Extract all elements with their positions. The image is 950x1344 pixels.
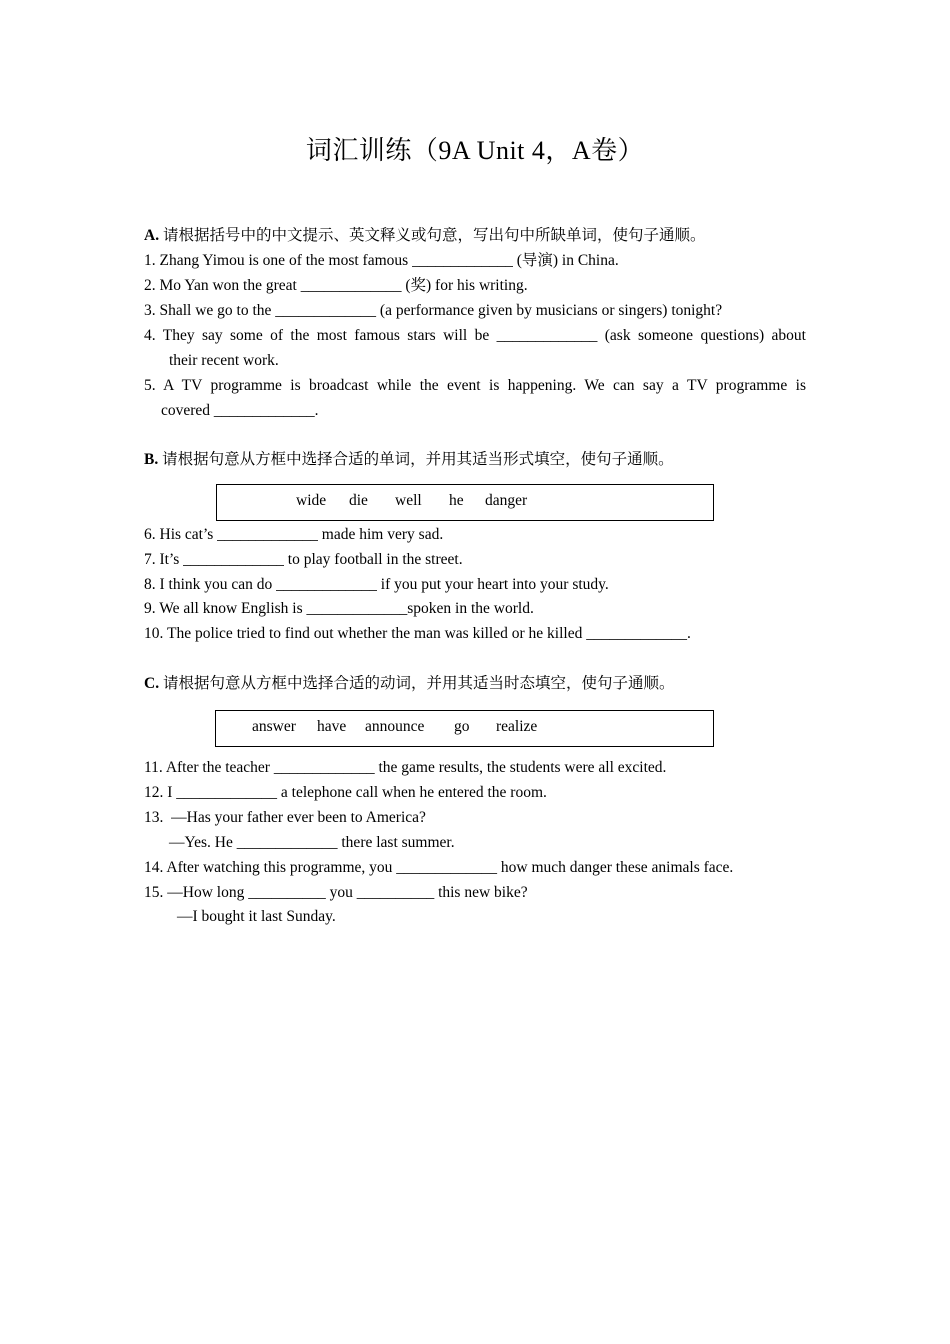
question-4-line-2: their recent work. — [169, 352, 279, 369]
question-5-line-2: covered _____________. — [161, 402, 319, 419]
section-b-instruction: 请根据句意从方框中选择合适的单词，并用其适当形式填空，使句子通顺。 — [158, 451, 674, 468]
question-10: 10. The police tried to find out whether the man was killed or he killed _____________. — [144, 625, 691, 642]
question-2: 2. Mo Yan won the great _____________ (奖) for his writing. — [144, 277, 528, 294]
word-box-b — [216, 484, 714, 521]
word-option: danger — [485, 492, 528, 509]
question-9: 9. We all know English is _____________spoken in the world. — [144, 600, 534, 617]
section-a-instruction: 请根据括号中的中文提示、英文释义或句意，写出句中所缺单词，使句子通顺。 — [159, 227, 706, 244]
word-option: die — [349, 492, 368, 509]
question-13-line-2: —Yes. He _____________ there last summer. — [169, 834, 455, 851]
section-b-heading — [144, 450, 674, 470]
question-15-line-1: 15. —How long __________ you __________ this new bike? — [144, 884, 528, 901]
word-option: well — [395, 492, 422, 509]
word-option: answer — [252, 718, 296, 735]
word-option: he — [449, 492, 464, 509]
word-option: announce — [365, 718, 425, 735]
question-14: 14. After watching this programme, you _____________ how much danger these animals face. — [144, 859, 734, 876]
question-12: 12. I _____________ a telephone call when he entered the room. — [144, 784, 547, 801]
word-box-c — [215, 710, 714, 747]
question-13-line-1: 13. —Has your father ever been to America? — [144, 809, 426, 826]
section-a-heading — [144, 226, 705, 246]
word-option: realize — [496, 718, 538, 735]
section-c-instruction: 请根据句意从方框中选择合适的动词，并用其适当时态填空，使句子通顺。 — [159, 675, 675, 692]
question-1: 1. Zhang Yimou is one of the most famous _____________ (导演) in China. — [144, 252, 619, 269]
section-c-heading — [144, 674, 674, 694]
section-a-label: A. — [144, 227, 160, 244]
question-5-line-1: 5. A TV programme is broadcast while the event is happening. We can say a TV programme is — [144, 377, 806, 394]
question-4-line-1: 4. They say some of the most famous stars will be _____________ (ask someone questions) about — [144, 327, 806, 344]
page-title: 词汇训练（9A Unit 4，A卷） — [305, 136, 645, 165]
question-6: 6. His cat’s _____________ made him very sad. — [144, 526, 444, 543]
question-8: 8. I think you can do _____________ if you put your heart into your study. — [144, 576, 609, 593]
section-c-label: C. — [144, 675, 160, 692]
section-b-label: B. — [144, 451, 159, 468]
question-15-line-2: —I bought it last Sunday. — [177, 908, 336, 925]
question-3: 3. Shall we go to the _____________ (a performance given by musicians or singers) tonight? — [144, 302, 723, 319]
word-option: have — [317, 718, 347, 735]
word-option: wide — [296, 492, 327, 509]
question-11: 11. After the teacher _____________ the game results, the students were all excited. — [144, 759, 667, 776]
word-option: go — [454, 718, 470, 735]
question-7: 7. It’s _____________ to play football in the street. — [144, 551, 463, 568]
